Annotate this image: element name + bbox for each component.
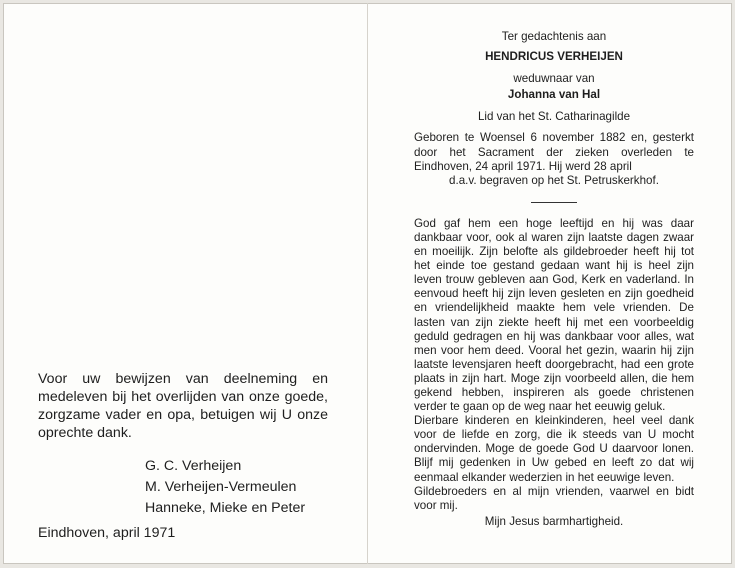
left-panel <box>38 370 328 519</box>
widower-line: weduwnaar van <box>513 72 595 86</box>
separator-rule <box>531 202 577 203</box>
membership-line: Lid van het St. Catharinagilde <box>477 110 631 124</box>
birth-death-text: Geboren te Woensel 6 november 1882 en, gesterkt door het Sacrament der zieken overleden te Eindhoven, 24 april 1971. Hij werd 28 april <box>414 131 694 173</box>
signature-line: Hanneke, Mieke en Peter <box>145 500 306 516</box>
signature-block <box>145 456 328 519</box>
spouse-name: Johanna van Hal <box>507 88 601 102</box>
burial-line: d.a.v. begraven op het St. Petruskerkhof. <box>449 173 659 187</box>
signature-line: G. C. Verheijen <box>145 458 242 474</box>
intro-line: Ter gedachtenis aan <box>501 30 607 43</box>
signature-line: M. Verheijen-Vermeulen <box>145 479 297 495</box>
deceased-name: HENDRICUS VERHEIJEN <box>485 50 623 64</box>
family-text: Dierbare kinderen en kleinkinderen, heel veel dank voor de liefde en zorg, die ik steeds van U mocht ondervinden. Moge de goede God U daarvoor lonen. Blijf mij gedenken in Uw gebed en leeft zo dat wij eenmaal elkander wederzien in het eeuwige leven. <box>414 414 694 484</box>
main-text: God gaf hem een hoge leeftijd en hij was daar dankbaar voor, ook al waren zijn laatste dagen zwaar en moeilijk. Zijn belofte als gildebroeder heeft hij tot het einde toe gestand gedaan want hij is heel zijn leven trouw gebleven aan God, Kerk en vaderland. In eenvoud heeft hij zijn leven gesleten en zijn goedheid en vriendelijkheid maakte hem vele vrienden. De lasten van zijn ziekte heeft hij met een voorbeeldig geduld gedragen en hij was dankbaar voor alles, wat men voor hem deed. Vooral het gezin, waarin hij zijn laatste levensjaren heeft doorgebracht, had een grote plaats in zijn hart. Moge zijn voorbeeld allen, die hem gekend hebben, inspireren als goede christenen verder te gaan op de weg naar het eeuwig geluk. <box>414 216 694 414</box>
guild-text: Gildebroeders en al mijn vrienden, vaarwel en bidt voor mij. <box>414 484 694 512</box>
right-panel <box>414 30 694 529</box>
fold-line <box>367 3 368 564</box>
place-date: Eindhoven, april 1971 <box>38 525 176 541</box>
closing-line: Mijn Jesus barmhartigheid. <box>484 514 624 528</box>
thanks-text: Voor uw bewijzen van deelneming en medeleven bij het overlijden van onze goede, zorgzame vader en opa, betuigen wij U onze oprechte dank. <box>38 371 328 441</box>
